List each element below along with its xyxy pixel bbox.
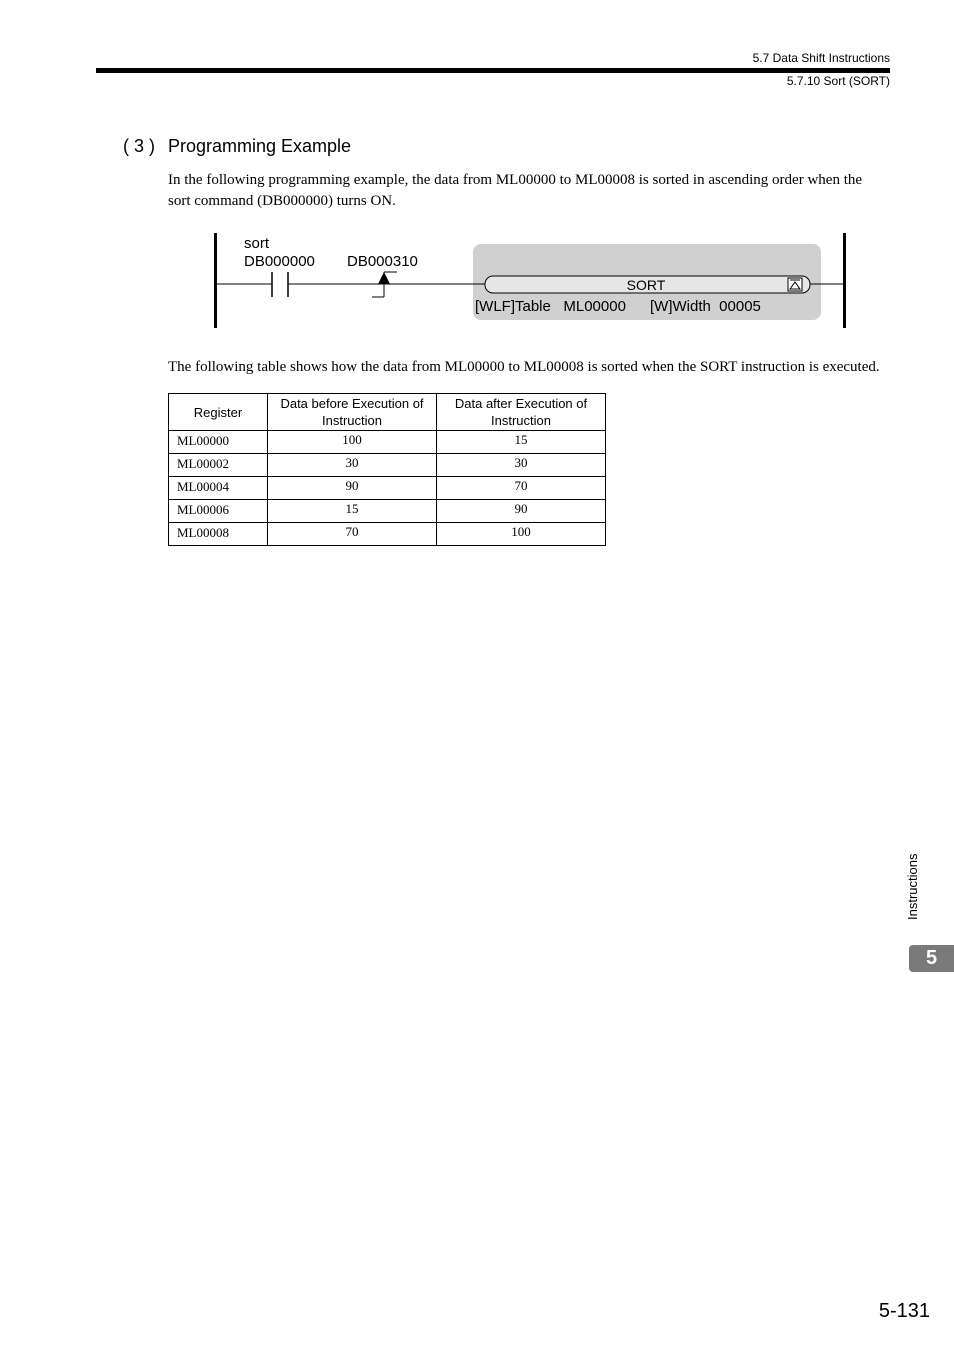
register-cell: ML00002 — [169, 454, 268, 477]
register-cell: ML00004 — [169, 477, 268, 500]
sort-data-table — [168, 393, 606, 546]
column-header-after: Data after Execution of Instruction — [437, 394, 606, 431]
chapter-tab[interactable]: 5 — [909, 945, 954, 972]
header-subsection-title: 5.7.10 Sort (SORT) — [786, 74, 890, 88]
instruction-name: SORT — [626, 277, 666, 293]
after-value-cell: 70 — [437, 477, 606, 500]
header-rule — [96, 68, 890, 73]
page-number: 5-131 — [878, 1300, 930, 1322]
table-row — [169, 477, 606, 500]
register-cell: ML00000 — [169, 431, 268, 454]
before-value-cell: 70 — [268, 523, 437, 546]
table-row — [169, 500, 606, 523]
right-power-rail — [843, 233, 846, 328]
width-parameter: [W]Width 00005 — [650, 298, 761, 315]
register-cell: ML00008 — [169, 523, 268, 546]
side-tab-label: Instructions — [905, 853, 920, 920]
table-header-row — [169, 394, 606, 431]
before-value-cell: 15 — [268, 500, 437, 523]
collapse-icon[interactable] — [788, 278, 802, 291]
column-header-register: Register — [169, 394, 268, 431]
heading-number: ( 3 ) — [123, 136, 156, 156]
table-parameter: [WLF]Table ML00000 — [475, 298, 626, 315]
ladder-diagram — [200, 225, 860, 335]
intro-paragraph: In the following programming example, the data from ML00000 to ML00008 is sorted in ascending order when the sort command (DB000000) turns ON. — [168, 172, 863, 209]
after-value-cell: 90 — [437, 500, 606, 523]
heading-title: Programming Example — [168, 136, 352, 156]
header-section-title: 5.7 Data Shift Instructions — [752, 51, 890, 65]
table-intro-paragraph: The following table shows how the data from ML00000 to ML00008 is sorted when the SORT instruction is executed. — [168, 359, 880, 375]
register-cell: ML00006 — [169, 500, 268, 523]
contact1-address: DB000000 — [244, 253, 315, 270]
after-value-cell: 15 — [437, 431, 606, 454]
before-value-cell: 90 — [268, 477, 437, 500]
rise-edge-arrow-icon — [378, 272, 390, 284]
table-row — [169, 431, 606, 454]
contact1-comment: sort — [244, 235, 270, 252]
left-power-rail — [214, 233, 217, 328]
before-value-cell: 30 — [268, 454, 437, 477]
after-value-cell: 100 — [437, 523, 606, 546]
contact2-address: DB000310 — [347, 253, 418, 270]
section-heading — [123, 136, 351, 157]
before-value-cell: 100 — [268, 431, 437, 454]
column-header-before: Data before Execution of Instruction — [268, 394, 437, 431]
table-row — [169, 454, 606, 477]
after-value-cell: 30 — [437, 454, 606, 477]
table-row — [169, 523, 606, 546]
